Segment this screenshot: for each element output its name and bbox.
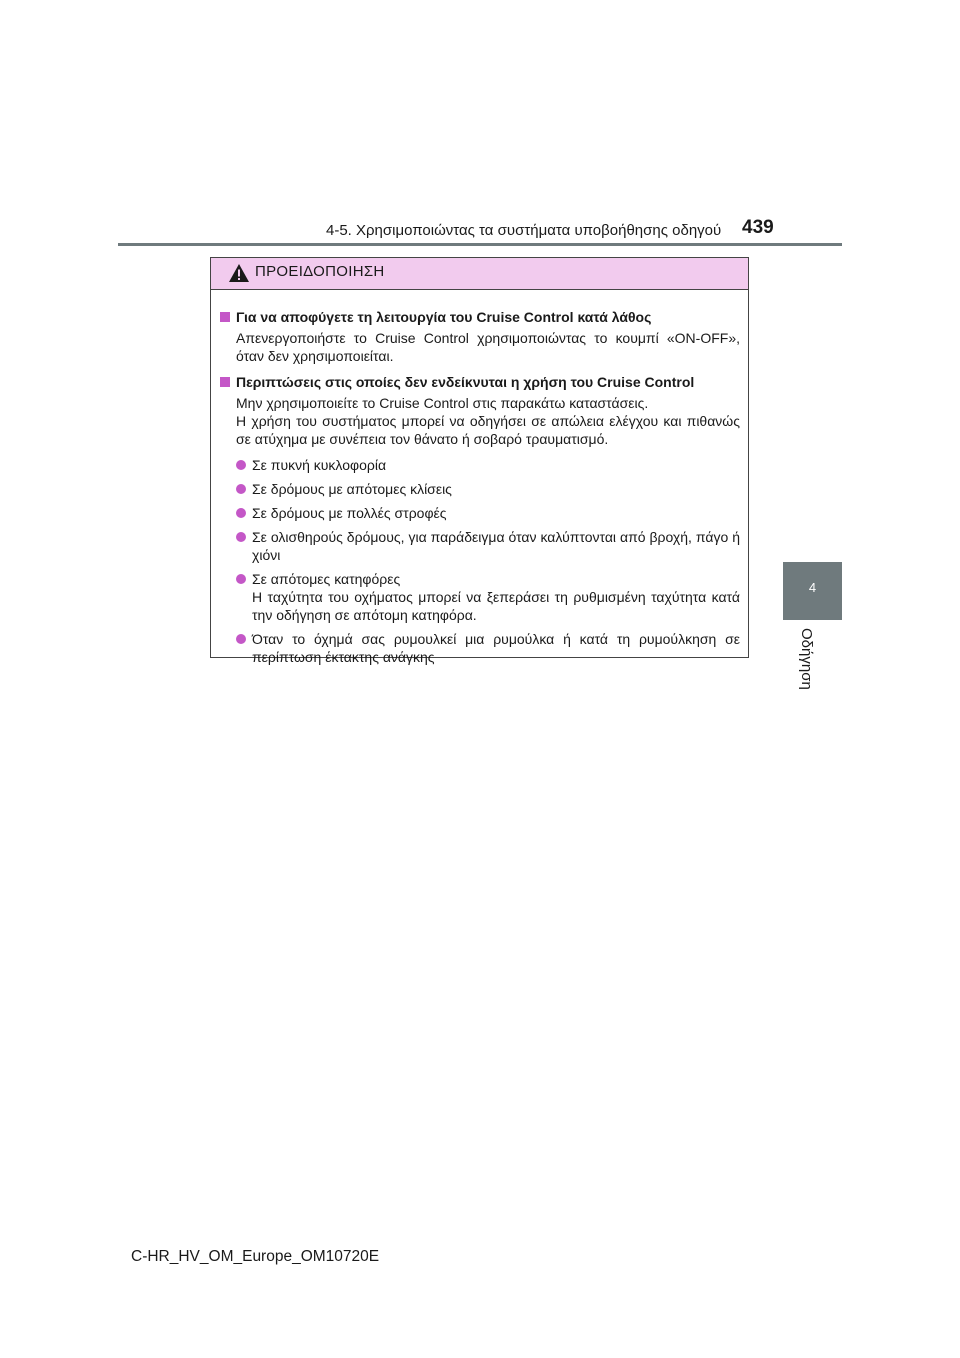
round-bullet-icon [236,532,246,542]
chapter-label-wrap [778,628,838,698]
paragraph: Μην χρησιμοποιείτε το Cruise Control στις παρακάτω καταστάσεις. Η χρήση του συστήματος μπορεί να οδηγήσει σε απώλεια ελέγχου και πιθανώς σε ατύχημα με συνέπεια τον θάνατο ή σοβαρό τραυματισμό. [236,395,740,447]
warning-title: ΠΡΟΕΙΔΟΠΟΙΗΣΗ [255,263,385,280]
page-number: 439 [742,217,774,238]
chapter-number: 4 [808,580,817,595]
round-bullet-icon [236,508,246,518]
section-title: 4-5. Χρησιμοποιώντας τα συστήματα υποβοήθησης οδηγού [326,222,722,239]
document-code: C-HR_HV_OM_Europe_OM10720E [131,1248,380,1265]
header-divider [118,243,842,246]
warning-header [211,258,748,290]
warning-body [211,290,748,666]
round-bullet-icon [236,634,246,644]
round-bullet-icon [236,574,246,584]
section-heading: Για να αποφύγετε τη λειτουργία του Cruise Control κατά λάθος [220,308,740,326]
list-item: Σε πυκνή κυκλοφορία [220,456,740,474]
chapter-label: Οδήγηση [798,628,815,690]
list-item: Όταν το όχημά σας ρυμουλκεί μια ρυμούλκα ή κατά τη ρυμούλκηση σε περίπτωση έκτακτης ανάγκης [220,630,740,666]
chapter-tab [783,562,842,620]
list-item: Σε δρόμους με πολλές στροφές [220,504,740,522]
section-heading: Περιπτώσεις στις οποίες δεν ενδείκνυται η χρήση του Cruise Control [220,373,740,391]
square-bullet-icon [220,312,230,322]
warning-box [210,257,749,665]
list-item: Σε δρόμους με απότομες κλίσεις [220,480,740,498]
paragraph: Απενεργοποιήστε το Cruise Control χρησιμοποιώντας το κουμπί «ON-OFF», όταν δεν χρησιμοποιείται. [236,330,740,364]
square-bullet-icon [220,377,230,387]
round-bullet-icon [236,460,246,470]
list-item: Σε ολισθηρούς δρόμους, για παράδειγμα όταν καλύπτονται από βροχή, πάγο ή χιόνι [220,528,740,564]
round-bullet-icon [236,484,246,494]
warning-triangle-icon [228,263,250,283]
list-item: Σε απότομες κατηφόρες Η ταχύτητα του οχήματος μπορεί να ξεπεράσει τη ρυθμισμένη ταχύτητα κατά την οδήγηση σε απότομη κατηφόρα. [220,570,740,624]
